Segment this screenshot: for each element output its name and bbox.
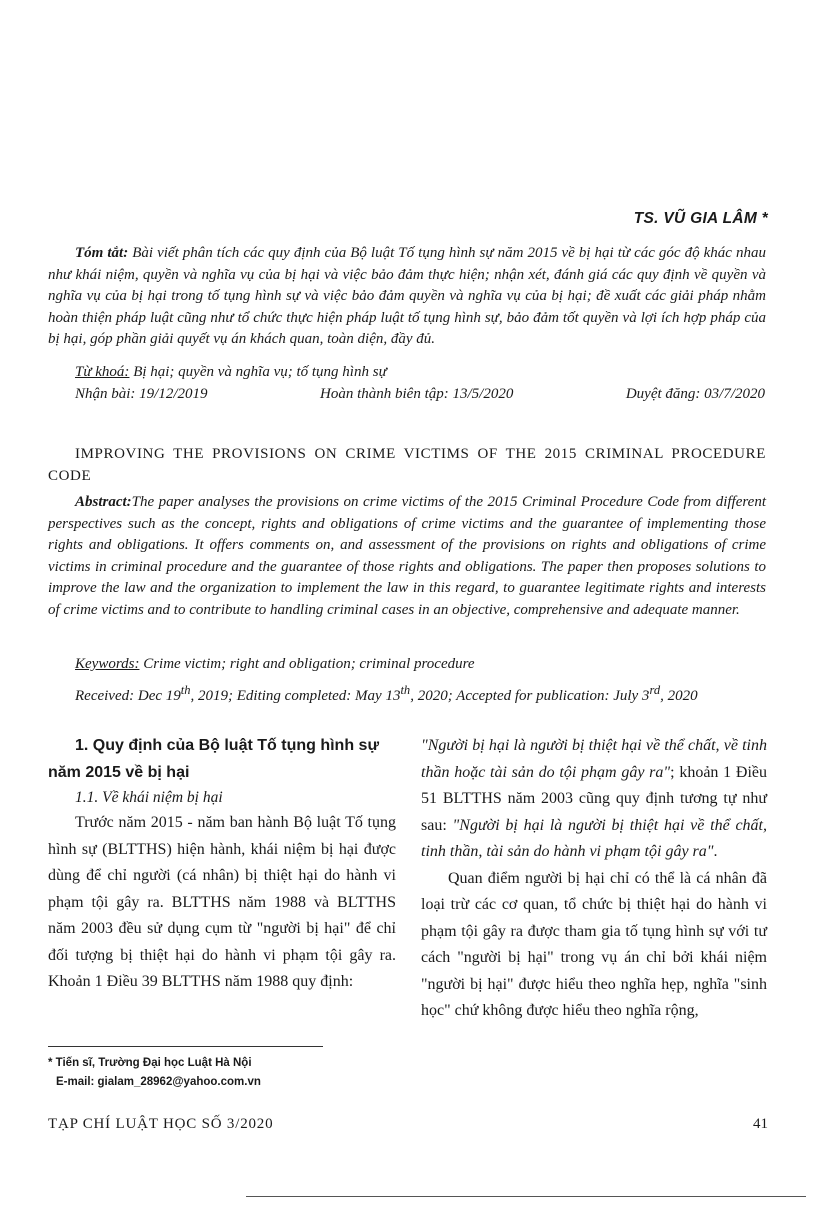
- en-dates: [48, 680, 766, 708]
- en-date-edited: , 2019; Editing completed: May 13: [190, 688, 401, 704]
- en-keywords-text: Crime victim; right and obligation; criminal procedure: [139, 656, 475, 672]
- subsection-heading: 1.1. Về khái niệm bị hại: [75, 789, 223, 806]
- vn-abstract: [48, 243, 766, 351]
- vn-date-received: Nhận bài: 19/12/2019: [75, 386, 208, 402]
- vn-abstract-label: Tóm tắt:: [75, 245, 129, 261]
- footnote-divider: [48, 1046, 323, 1047]
- paragraph-end: .: [713, 843, 718, 860]
- body-paragraph-1-text: Trước năm 2015 - năm ban hành Bộ luật Tố tụng hình sự (BLTTHS) hiện hành, khái niệm bị hại được dùng để chỉ người (cá nhân) bị thiệt hại do hành vi phạm tội gây ra. BLTTHS năm 1988 và BLTTHS năm 2003 đều sử dụng cụm từ "người bị hại" để chỉ đối tượng bị thiệt hại do hành vi phạm tội gây ra. Khoản 1 Điều 39 BLTTHS năm 1988 quy định:: [48, 814, 396, 990]
- en-abstract: [48, 492, 766, 621]
- en-date-tail: , 2020: [660, 688, 698, 704]
- en-date-accepted-sup: rd: [649, 683, 661, 697]
- body-paragraph-2: Quan điểm người bị hại chỉ có thể là cá nhân đã loại trừ các cơ quan, tổ chức bị thiệt hại do hành vi phạm tội gây ra được tham gia tố tụng hình sự với tư cách "người bị hại" trong vụ án chỉ bởi khái niệm "người bị hại" được hiểu theo nghĩa hẹp, nghĩa "sinh học" chứ không được hiểu theo nghĩa rộng,: [421, 869, 767, 1019]
- english-title: IMPROVING THE PROVISIONS ON CRIME VICTIMS OF THE 2015 CRIMINAL PROCEDURE CODE: [48, 446, 766, 484]
- footnote-email: E-mail: gialam_28962@yahoo.com.vn: [56, 1076, 261, 1088]
- vn-abstract-text: Bài viết phân tích các quy định của Bộ luật Tố tụng hình sự năm 2015 về bị hại từ các góc độ khác nhau như khái niệm, quyền và nghĩa vụ của bị hại và việc bảo đảm thực hiện; nhận xét, đánh giá các quy định về quyền và nghĩa vụ của bị hại trong tố tụng hình sự và việc bảo đảm quyền và nghĩa vụ của bị hại; đề xuất các giải pháp nhằm hoàn thiện pháp luật cũng như tổ chức thực hiện pháp luật tố tụng hình sự, bảo đảm tốt quyền và lợi ích hợp pháp của bị hại, góp phần giải quyết vụ án khách quan, toàn diện, đầy đủ.: [48, 245, 766, 347]
- footnote: [48, 1054, 261, 1092]
- en-date-edited-sup: th: [400, 683, 411, 697]
- journal-name: TẠP CHÍ LUẬT HỌC SỐ 3/2020: [48, 1116, 274, 1132]
- quote-2003: "Người bị hại là người bị thiệt hại về thể chất, tinh thần, tài sản do hành vi phạm tội gây ra": [421, 816, 767, 860]
- en-date-received-sup: th: [180, 683, 191, 697]
- section-heading: 1. Quy định của Bộ luật Tố tụng hình sự năm 2015 về bị hại: [48, 737, 380, 781]
- bottom-rule: [246, 1196, 806, 1197]
- vn-dates: [75, 386, 765, 403]
- en-abstract-text: The paper analyses the provisions on crime victims of the 2015 Criminal Procedure Code from different perspectives such as the concept, rights and obligations of crime victims and the guarantee of implementing those rights and obligations. It offers comments on, and assessment of the provisions on rights and obligations of crime victims in criminal procedure and the guarantee of those rights and obligations. The paper then proposes solutions to improve the law and the organization to implement the law in this regard, to guarantee legitimate rights and interests of crime victims and to contribute to handling criminal cases in an objective, comprehensive and adequate manner.: [48, 494, 766, 618]
- vn-date-edited: Hoàn thành biên tập: 13/5/2020: [320, 386, 514, 402]
- en-date-received: Received: Dec 19: [75, 688, 181, 704]
- quote-1988: "Người bị hại là người bị thiệt hại về thể chất, về tinh thần hoặc tài sản do tội phạm gây ra": [421, 737, 767, 781]
- author-name: TS. VŨ GIA LÂM *: [633, 210, 768, 227]
- left-column: [48, 733, 396, 996]
- page-number: 41: [753, 1116, 768, 1132]
- en-date-accepted: , 2020; Accepted for publication: July 3: [410, 688, 650, 704]
- en-keywords: [48, 654, 766, 676]
- right-column: [421, 733, 767, 1025]
- en-keywords-label: Keywords:: [75, 656, 140, 672]
- footnote-affiliation: * Tiến sĩ, Trường Đại học Luật Hà Nội: [48, 1057, 252, 1069]
- vn-keywords: [48, 362, 766, 384]
- vn-keywords-text: Bị hại; quyền và nghĩa vụ; tố tụng hình sự: [129, 364, 387, 380]
- vn-keywords-label: Từ khoá:: [75, 364, 130, 380]
- vn-date-accepted: Duyệt đăng: 03/7/2020: [625, 386, 765, 402]
- en-abstract-label: Abstract:: [75, 494, 132, 510]
- body-paragraph-1-continued: [421, 733, 767, 866]
- body-paragraph-1: [48, 810, 396, 996]
- body-text-2003: ; khoản 1 Điều 51 BLTTHS năm 2003 cũng quy định tương tự như sau:: [421, 763, 768, 834]
